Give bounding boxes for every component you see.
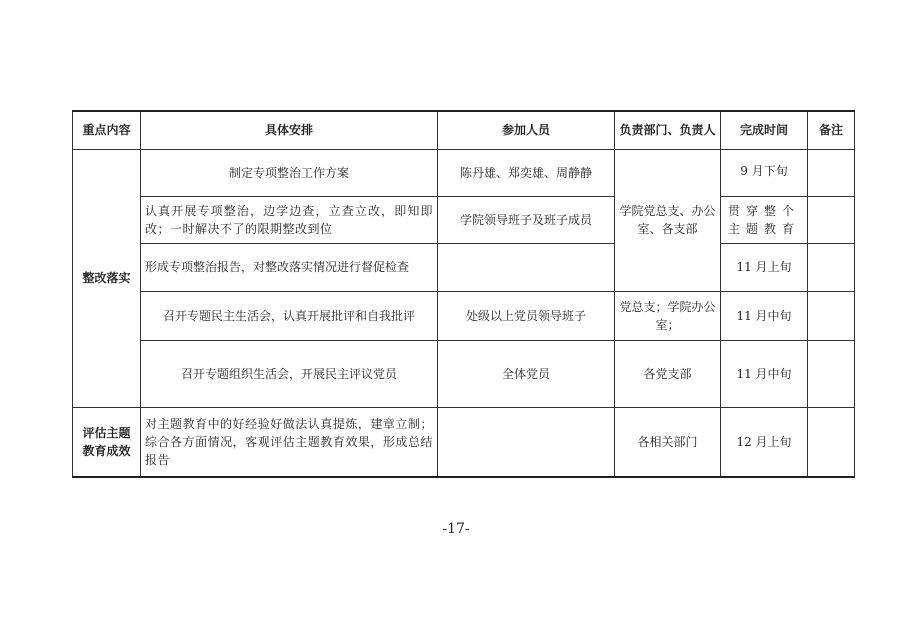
remarks-cell	[808, 407, 855, 477]
time-cell: 9 月下旬	[721, 149, 808, 196]
table-row	[73, 340, 855, 407]
participants-cell: 全体党员	[438, 340, 615, 407]
work-plan-table	[72, 110, 855, 478]
remarks-cell	[808, 196, 855, 243]
section-rectify: 整改落实	[73, 149, 141, 407]
time-cell: 11 月上旬	[721, 243, 808, 291]
table-row	[73, 149, 855, 196]
department-cell: 各相关部门	[615, 407, 721, 477]
table-header-row	[73, 111, 855, 149]
arrangement-cell: 召开专题组织生活会，开展民主评议党员	[141, 340, 438, 407]
header-arrangement: 具体安排	[141, 111, 438, 149]
table-row	[73, 196, 855, 243]
header-participants: 参加人员	[438, 111, 615, 149]
arrangement-cell: 对主题教育中的好经验好做法认真提炼，建章立制；综合各方面情况，客观评估主题教育效果，形成总结报告	[141, 407, 438, 477]
remarks-cell	[808, 291, 855, 340]
participants-cell	[438, 243, 615, 291]
time-cell: 贯穿整个主题教育	[721, 196, 808, 243]
header-remarks: 备注	[808, 111, 855, 149]
department-cell: 各党支部	[615, 340, 721, 407]
department-cell: 党总支；学院办公室；	[615, 291, 721, 340]
time-cell: 12 月上旬	[721, 407, 808, 477]
arrangement-cell: 召开专题民主生活会，认真开展批评和自我批评	[141, 291, 438, 340]
header-key-content: 重点内容	[73, 111, 141, 149]
time-cell: 11 月中旬	[721, 291, 808, 340]
arrangement-cell: 形成专项整治报告，对整改落实情况进行督促检查	[141, 243, 438, 291]
header-time: 完成时间	[721, 111, 808, 149]
participants-cell: 陈丹雄、郑奕雄、周静静	[438, 149, 615, 196]
department-cell-merged: 学院党总支、办公室、各支部	[615, 149, 721, 291]
time-cell: 11 月中旬	[721, 340, 808, 407]
participants-cell: 处级以上党员领导班子	[438, 291, 615, 340]
remarks-cell	[808, 149, 855, 196]
participants-cell: 学院领导班子及班子成员	[438, 196, 615, 243]
remarks-cell	[808, 243, 855, 291]
page-number: -17-	[442, 521, 470, 537]
table-row	[73, 243, 855, 291]
arrangement-cell: 制定专项整治工作方案	[141, 149, 438, 196]
remarks-cell	[808, 340, 855, 407]
arrangement-cell: 认真开展专项整治，边学边查，立查立改，即知即改；一时解决不了的限期整改到位	[141, 196, 438, 243]
participants-cell	[438, 407, 615, 477]
table-row	[73, 407, 855, 477]
section-evaluate: 评估主题教育成效	[73, 407, 141, 477]
table-row	[73, 291, 855, 340]
header-department: 负责部门、负责人	[615, 111, 721, 149]
